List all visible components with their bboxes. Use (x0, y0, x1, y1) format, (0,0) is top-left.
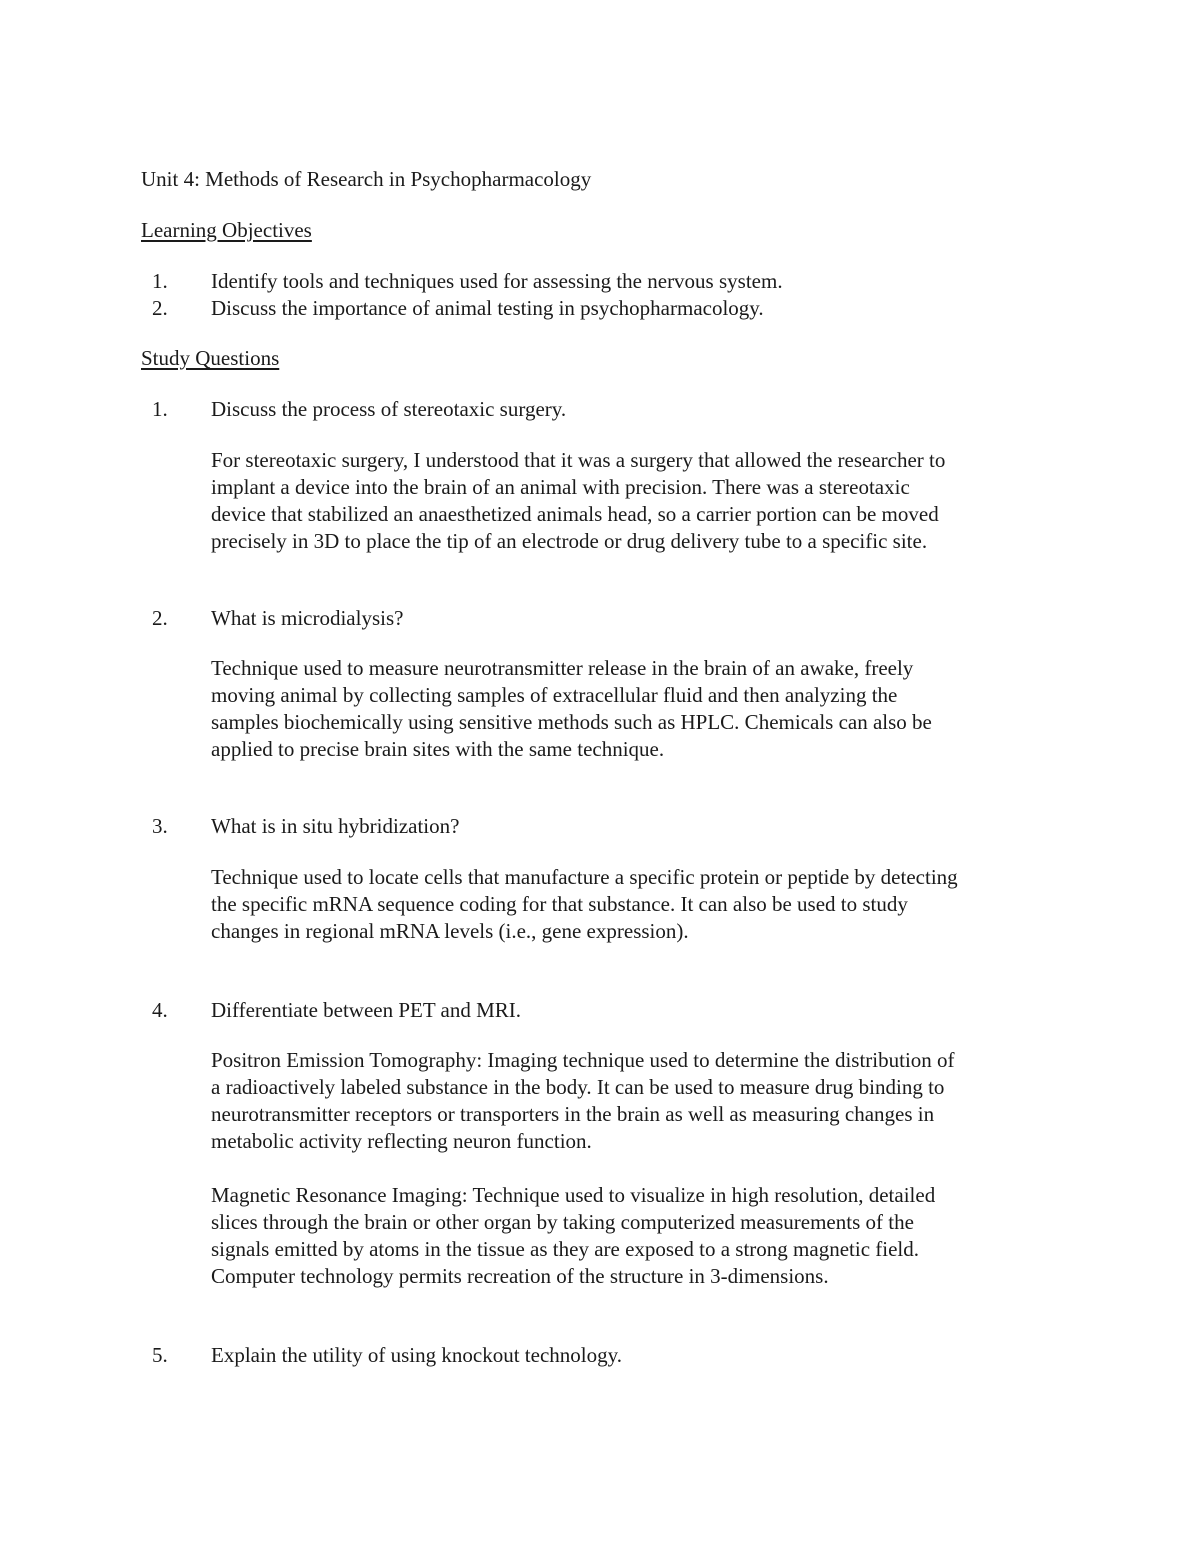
study-questions-heading: Study Questions (141, 346, 280, 370)
answer-line: Positron Emission Tomography: Imaging technique used to determine the distribution of (211, 1048, 955, 1072)
answer-line: changes in regional mRNA levels (i.e., gene expression). (211, 919, 689, 943)
answer-line: moving animal by collecting samples of extracellular fluid and then analyzing the (211, 683, 898, 707)
question-text: Explain the utility of using knockout technology. (211, 1343, 622, 1367)
question-number: 4. (152, 998, 168, 1022)
objective-number: 1. (152, 269, 168, 293)
objective-number: 2. (152, 296, 168, 320)
answer-line: implant a device into the brain of an animal with precision. There was a stereotaxic (211, 475, 910, 499)
answer-line: slices through the brain or other organ by taking computerized measurements of the (211, 1210, 914, 1234)
answer-line: Technique used to locate cells that manufacture a specific protein or peptide by detecting (211, 865, 958, 889)
answer-line: Technique used to measure neurotransmitter release in the brain of an awake, freely (211, 656, 914, 680)
question-text: What is microdialysis? (211, 606, 404, 630)
answer-line: signals emitted by atoms in the tissue as they are exposed to a strong magnetic field. (211, 1237, 920, 1261)
question-number: 5. (152, 1343, 168, 1367)
answer-line: For stereotaxic surgery, I understood that it was a surgery that allowed the researcher to (211, 448, 946, 472)
answer-line: precisely in 3D to place the tip of an electrode or drug delivery tube to a specific site. (211, 529, 928, 553)
question-text: Differentiate between PET and MRI. (211, 998, 522, 1022)
objective-item: Discuss the importance of animal testing in psychopharmacology. (211, 296, 764, 320)
question-text: Discuss the process of stereotaxic surgery. (211, 397, 567, 421)
objective-item: Identify tools and techniques used for assessing the nervous system. (211, 269, 783, 293)
answer-line: a radioactively labeled substance in the body. It can be used to measure drug binding to (211, 1075, 945, 1099)
question-number: 1. (152, 397, 168, 421)
document-title: Unit 4: Methods of Research in Psychopharmacology (141, 167, 592, 191)
answer-line: Computer technology permits recreation of the structure in 3-dimensions. (211, 1264, 829, 1288)
question-number: 3. (152, 814, 168, 838)
answer-line: the specific mRNA sequence coding for that substance. It can also be used to study (211, 892, 908, 916)
question-text: What is in situ hybridization? (211, 814, 460, 838)
answer-line: metabolic activity reflecting neuron function. (211, 1129, 592, 1153)
answer-line: samples biochemically using sensitive methods such as HPLC. Chemicals can also be (211, 710, 932, 734)
answer-line: neurotransmitter receptors or transporters in the brain as well as measuring changes in (211, 1102, 935, 1126)
learning-objectives-heading: Learning Objectives (141, 218, 312, 242)
answer-line: applied to precise brain sites with the same technique. (211, 737, 665, 761)
answer-line: Magnetic Resonance Imaging: Technique used to visualize in high resolution, detailed (211, 1183, 936, 1207)
answer-line: device that stabilized an anaesthetized animals head, so a carrier portion can be moved (211, 502, 939, 526)
question-number: 2. (152, 606, 168, 630)
